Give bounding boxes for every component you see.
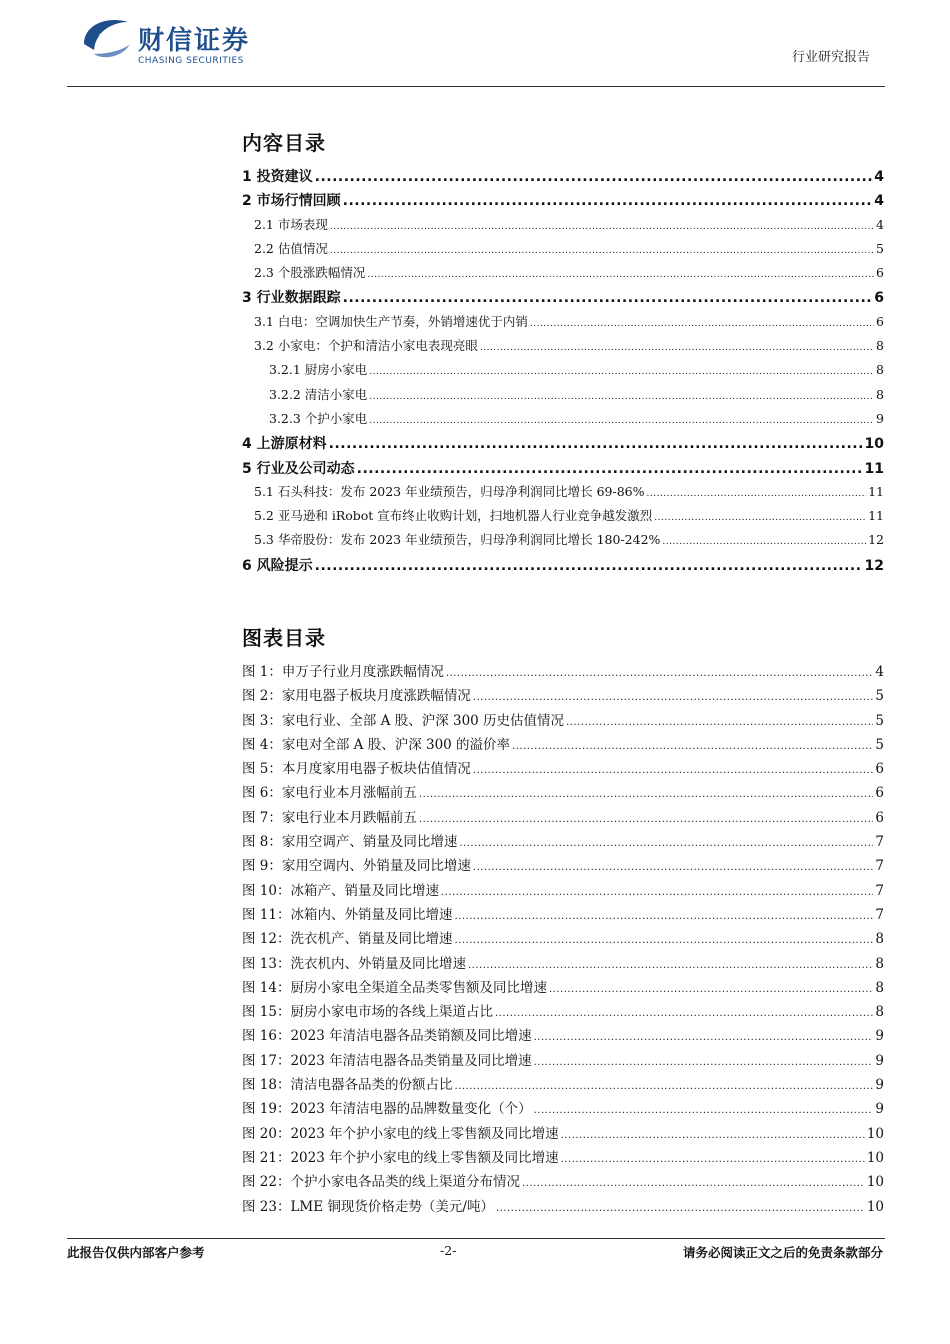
toc-entry[interactable] (242, 530, 884, 554)
figure-entry-page: 5 (875, 688, 884, 705)
toc-entry-page: 12 (864, 557, 884, 574)
dot-leader (561, 1154, 865, 1165)
toc-entry[interactable] (242, 555, 884, 579)
dot-leader (549, 984, 873, 995)
toc-entry-page: 4 (874, 169, 884, 185)
figure-entry-page: 7 (875, 906, 884, 923)
figure-entry[interactable] (242, 1170, 884, 1194)
contents-list (242, 166, 884, 579)
dot-leader (315, 169, 873, 185)
figure-entry[interactable] (242, 733, 884, 757)
figure-entry-page: 8 (875, 931, 884, 948)
toc-entry[interactable] (242, 215, 884, 239)
figure-entry-label: 图 9：家用空调内、外销量及同比增速 (242, 858, 471, 875)
toc-entry-page: 4 (876, 216, 884, 232)
dot-leader (369, 367, 874, 377)
toc-entry-page: 10 (864, 436, 884, 453)
figure-entry[interactable] (242, 1146, 884, 1170)
dot-leader (647, 489, 867, 499)
logo-chinese-name: 财信证券 (138, 26, 251, 56)
figure-entry-label: 图 18：清洁电器各品类的份额占比 (242, 1077, 453, 1094)
toc-entry-label: 3.2 小家电：个护和清洁小家电表现亮眼 (254, 338, 478, 354)
logo-english-name: CHASING SECURITIES (138, 56, 244, 66)
toc-entry-label: 3.2.3 个护小家电 (269, 410, 368, 426)
dot-leader (454, 935, 873, 946)
figure-entry[interactable] (242, 757, 884, 781)
dot-leader (468, 960, 873, 971)
figure-entry[interactable] (242, 1097, 884, 1121)
figure-entry-label: 图 15：厨房小家电市场的各线上渠道占比 (242, 1004, 493, 1021)
toc-entry-label: 3.1 白电：空调加快生产节奏，外销增速优于内销 (254, 313, 528, 329)
dot-leader (454, 1081, 873, 1092)
toc-entry-label: 5.1 石头科技：发布 2023 年业绩预告，归母净利润同比增长 69-86% (254, 483, 645, 499)
figure-entry-page: 10 (866, 1174, 884, 1191)
dot-leader (522, 1178, 865, 1189)
toc-entry-label: 3 行业数据跟踪 (242, 290, 341, 307)
figure-entry[interactable] (242, 854, 884, 878)
toc-entry-label: 3.2.1 厨房小家电 (269, 362, 368, 378)
toc-entry[interactable] (242, 190, 884, 214)
toc-entry[interactable] (242, 263, 884, 287)
dot-leader (446, 668, 874, 679)
footer-disclaimer-right: 请务必阅读正文之后的免责条款部分 (682, 1245, 883, 1260)
figure-entry[interactable] (242, 879, 884, 903)
figure-entry-label: 图 20：2023 年个护小家电的线上零售额及同比增速 (242, 1125, 559, 1142)
figure-entry-label: 图 4：家电对全部 A 股、沪深 300 的溢价率 (242, 736, 511, 753)
toc-entry-label: 5.2 亚马逊和 iRobot 宣布终止收购计划，扫地机器人行业竞争越发激烈 (254, 508, 653, 524)
figure-entry-page: 10 (866, 1198, 884, 1215)
figure-entry-label: 图 3：家电行业、全部 A 股、沪深 300 历史估值情况 (242, 712, 565, 729)
dot-leader (330, 246, 874, 256)
figure-entry-page: 5 (875, 712, 884, 729)
toc-entry-label: 2.1 市场表现 (254, 216, 328, 232)
dot-leader (534, 1057, 874, 1068)
figure-entry[interactable] (242, 684, 884, 708)
figure-entry-label: 图 1：申万子行业月度涨跌幅情况 (242, 664, 444, 680)
logo-mark-icon (78, 14, 134, 66)
toc-entry[interactable] (242, 360, 884, 384)
company-logo (78, 14, 278, 70)
toc-entry-page: 11 (868, 508, 884, 524)
contents-title: 内容目录 (242, 131, 326, 155)
figure-entry[interactable] (242, 927, 884, 951)
header-divider (67, 86, 885, 87)
toc-entry-page: 8 (876, 362, 884, 378)
toc-entry-label: 1 投资建议 (242, 169, 313, 185)
figure-entry-label: 图 10：冰箱产、销量及同比增速 (242, 882, 439, 899)
figure-entry-label: 图 12：洗衣机产、销量及同比增速 (242, 931, 453, 948)
page-number: -2- (440, 1243, 457, 1258)
toc-entry[interactable] (242, 482, 884, 506)
toc-entry[interactable] (242, 287, 884, 311)
figure-entry-label: 图 17：2023 年清洁电器各品类销量及同比增速 (242, 1052, 532, 1069)
toc-entry-page: 6 (876, 313, 884, 329)
toc-entry-page: 6 (874, 290, 884, 307)
toc-entry[interactable] (242, 336, 884, 360)
figure-entry[interactable] (242, 952, 884, 976)
toc-entry-page: 11 (864, 460, 884, 477)
figure-entry-label: 图 21：2023 年个护小家电的线上零售额及同比增速 (242, 1149, 559, 1166)
figure-entry-page: 8 (875, 979, 884, 996)
dot-leader (369, 416, 874, 426)
figure-entry-label: 图 6：家电行业本月涨幅前五 (242, 785, 417, 802)
figure-entry-page: 4 (875, 664, 884, 680)
figure-entry-page: 8 (875, 1004, 884, 1021)
figure-entry[interactable] (242, 781, 884, 805)
toc-entry-label: 5 行业及公司动态 (242, 460, 355, 477)
footer-disclaimer-left: 此报告仅供内部客户参考 (67, 1245, 205, 1260)
toc-entry[interactable] (242, 385, 884, 409)
dot-leader (454, 911, 873, 922)
dot-leader (419, 814, 874, 825)
figure-entry-label: 图 22：个护小家电各品类的线上渠道分布情况 (242, 1174, 520, 1191)
dot-leader (534, 1105, 874, 1116)
figure-entry[interactable] (242, 1122, 884, 1146)
toc-entry-label: 2.2 估值情况 (254, 240, 328, 256)
dot-leader (473, 692, 874, 703)
figure-entry-page: 6 (875, 761, 884, 778)
figure-entry-label: 图 16：2023 年清洁电器各品类销额及同比增速 (242, 1028, 532, 1045)
figure-entry[interactable] (242, 1073, 884, 1097)
toc-entry-page: 11 (868, 483, 884, 499)
dot-leader (473, 765, 874, 776)
toc-entry-label: 3.2.2 清洁小家电 (269, 386, 368, 402)
figure-entry[interactable] (242, 806, 884, 830)
dot-leader (441, 887, 873, 898)
toc-entry[interactable] (242, 166, 884, 190)
figure-entry-label: 图 19：2023 年清洁电器的品牌数量变化（个） (242, 1101, 532, 1118)
figure-entry[interactable] (242, 709, 884, 733)
figure-entry-page: 7 (875, 858, 884, 875)
figure-entry-page: 5 (875, 736, 884, 753)
dot-leader (654, 513, 866, 523)
toc-entry[interactable] (242, 433, 884, 457)
toc-entry-page: 9 (876, 410, 884, 426)
dot-leader (343, 290, 873, 306)
dot-leader (330, 222, 874, 232)
figure-entry[interactable] (242, 660, 884, 684)
figure-entry-page: 10 (866, 1125, 884, 1142)
figure-entry[interactable] (242, 1024, 884, 1048)
toc-entry-label: 2 市场行情回顾 (242, 193, 341, 210)
figure-entry-label: 图 2：家用电器子板块月度涨跌幅情况 (242, 688, 471, 705)
figure-entry-page: 9 (875, 1052, 884, 1069)
toc-entry-label: 2.3 个股涨跌幅情况 (254, 265, 366, 281)
figure-entry-label: 图 8：家用空调产、销量及同比增速 (242, 834, 458, 851)
dot-leader (566, 717, 873, 728)
toc-entry-label: 6 风险提示 (242, 557, 313, 574)
dot-leader (329, 436, 863, 452)
toc-entry-page: 8 (876, 386, 884, 402)
dot-leader (459, 838, 873, 849)
dot-leader (343, 193, 873, 209)
dot-leader (512, 741, 873, 752)
figure-entry-page: 8 (875, 955, 884, 972)
dot-leader (369, 392, 874, 402)
toc-entry-page: 6 (876, 265, 884, 281)
toc-entry[interactable] (242, 506, 884, 530)
dot-leader (561, 1130, 865, 1141)
dot-leader (496, 1203, 865, 1214)
figure-entry[interactable] (242, 1049, 884, 1073)
figure-entry-page: 9 (875, 1077, 884, 1094)
figure-entry-page: 6 (875, 809, 884, 826)
toc-entry-label: 4 上游原材料 (242, 436, 327, 453)
dot-leader (480, 343, 874, 353)
figure-entry[interactable] (242, 976, 884, 1000)
figure-entry-label: 图 23：LME 铜现货价格走势（美元/吨） (242, 1198, 494, 1215)
footer-divider (67, 1238, 885, 1239)
dot-leader (367, 270, 874, 280)
dot-leader (357, 461, 863, 477)
figure-entry-label: 图 5：本月度家用电器子板块估值情况 (242, 761, 471, 778)
toc-entry-page: 5 (876, 240, 884, 256)
dot-leader (473, 862, 874, 873)
figure-entry-page: 6 (875, 785, 884, 802)
dot-leader (315, 558, 863, 574)
figure-entry-page: 10 (866, 1149, 884, 1166)
report-type-label: 行业研究报告 (791, 50, 870, 65)
figure-entry-label: 图 14：厨房小家电全渠道全品类零售额及同比增速 (242, 979, 547, 996)
figure-entry[interactable] (242, 830, 884, 854)
figure-entry[interactable] (242, 903, 884, 927)
figure-entry-label: 图 13：洗衣机内、外销量及同比增速 (242, 955, 466, 972)
figure-entry-page: 9 (875, 1101, 884, 1118)
toc-entry[interactable] (242, 239, 884, 263)
dot-leader (662, 537, 866, 547)
figures-list (242, 660, 884, 1219)
figure-entry-label: 图 11：冰箱内、外销量及同比增速 (242, 906, 453, 923)
dot-leader (534, 1032, 874, 1043)
toc-entry[interactable] (242, 409, 884, 433)
figure-entry[interactable] (242, 1000, 884, 1024)
toc-entry-label: 5.3 华帝股份：发布 2023 年业绩预告，归母净利润同比增长 180-242% (254, 532, 661, 548)
figure-entry-page: 9 (875, 1028, 884, 1045)
dot-leader (495, 1008, 873, 1019)
toc-entry-page: 8 (876, 338, 884, 354)
toc-entry-page: 12 (868, 532, 884, 548)
dot-leader (530, 319, 874, 329)
figures-title: 图表目录 (242, 626, 326, 650)
figure-entry-page: 7 (875, 834, 884, 851)
figure-entry-label: 图 7：家电行业本月跌幅前五 (242, 809, 417, 826)
toc-entry[interactable] (242, 312, 884, 336)
figure-entry[interactable] (242, 1195, 884, 1219)
figure-entry-page: 7 (875, 882, 884, 899)
dot-leader (419, 789, 874, 800)
toc-entry-page: 4 (874, 193, 884, 210)
page-header (0, 0, 950, 90)
toc-entry[interactable] (242, 458, 884, 482)
